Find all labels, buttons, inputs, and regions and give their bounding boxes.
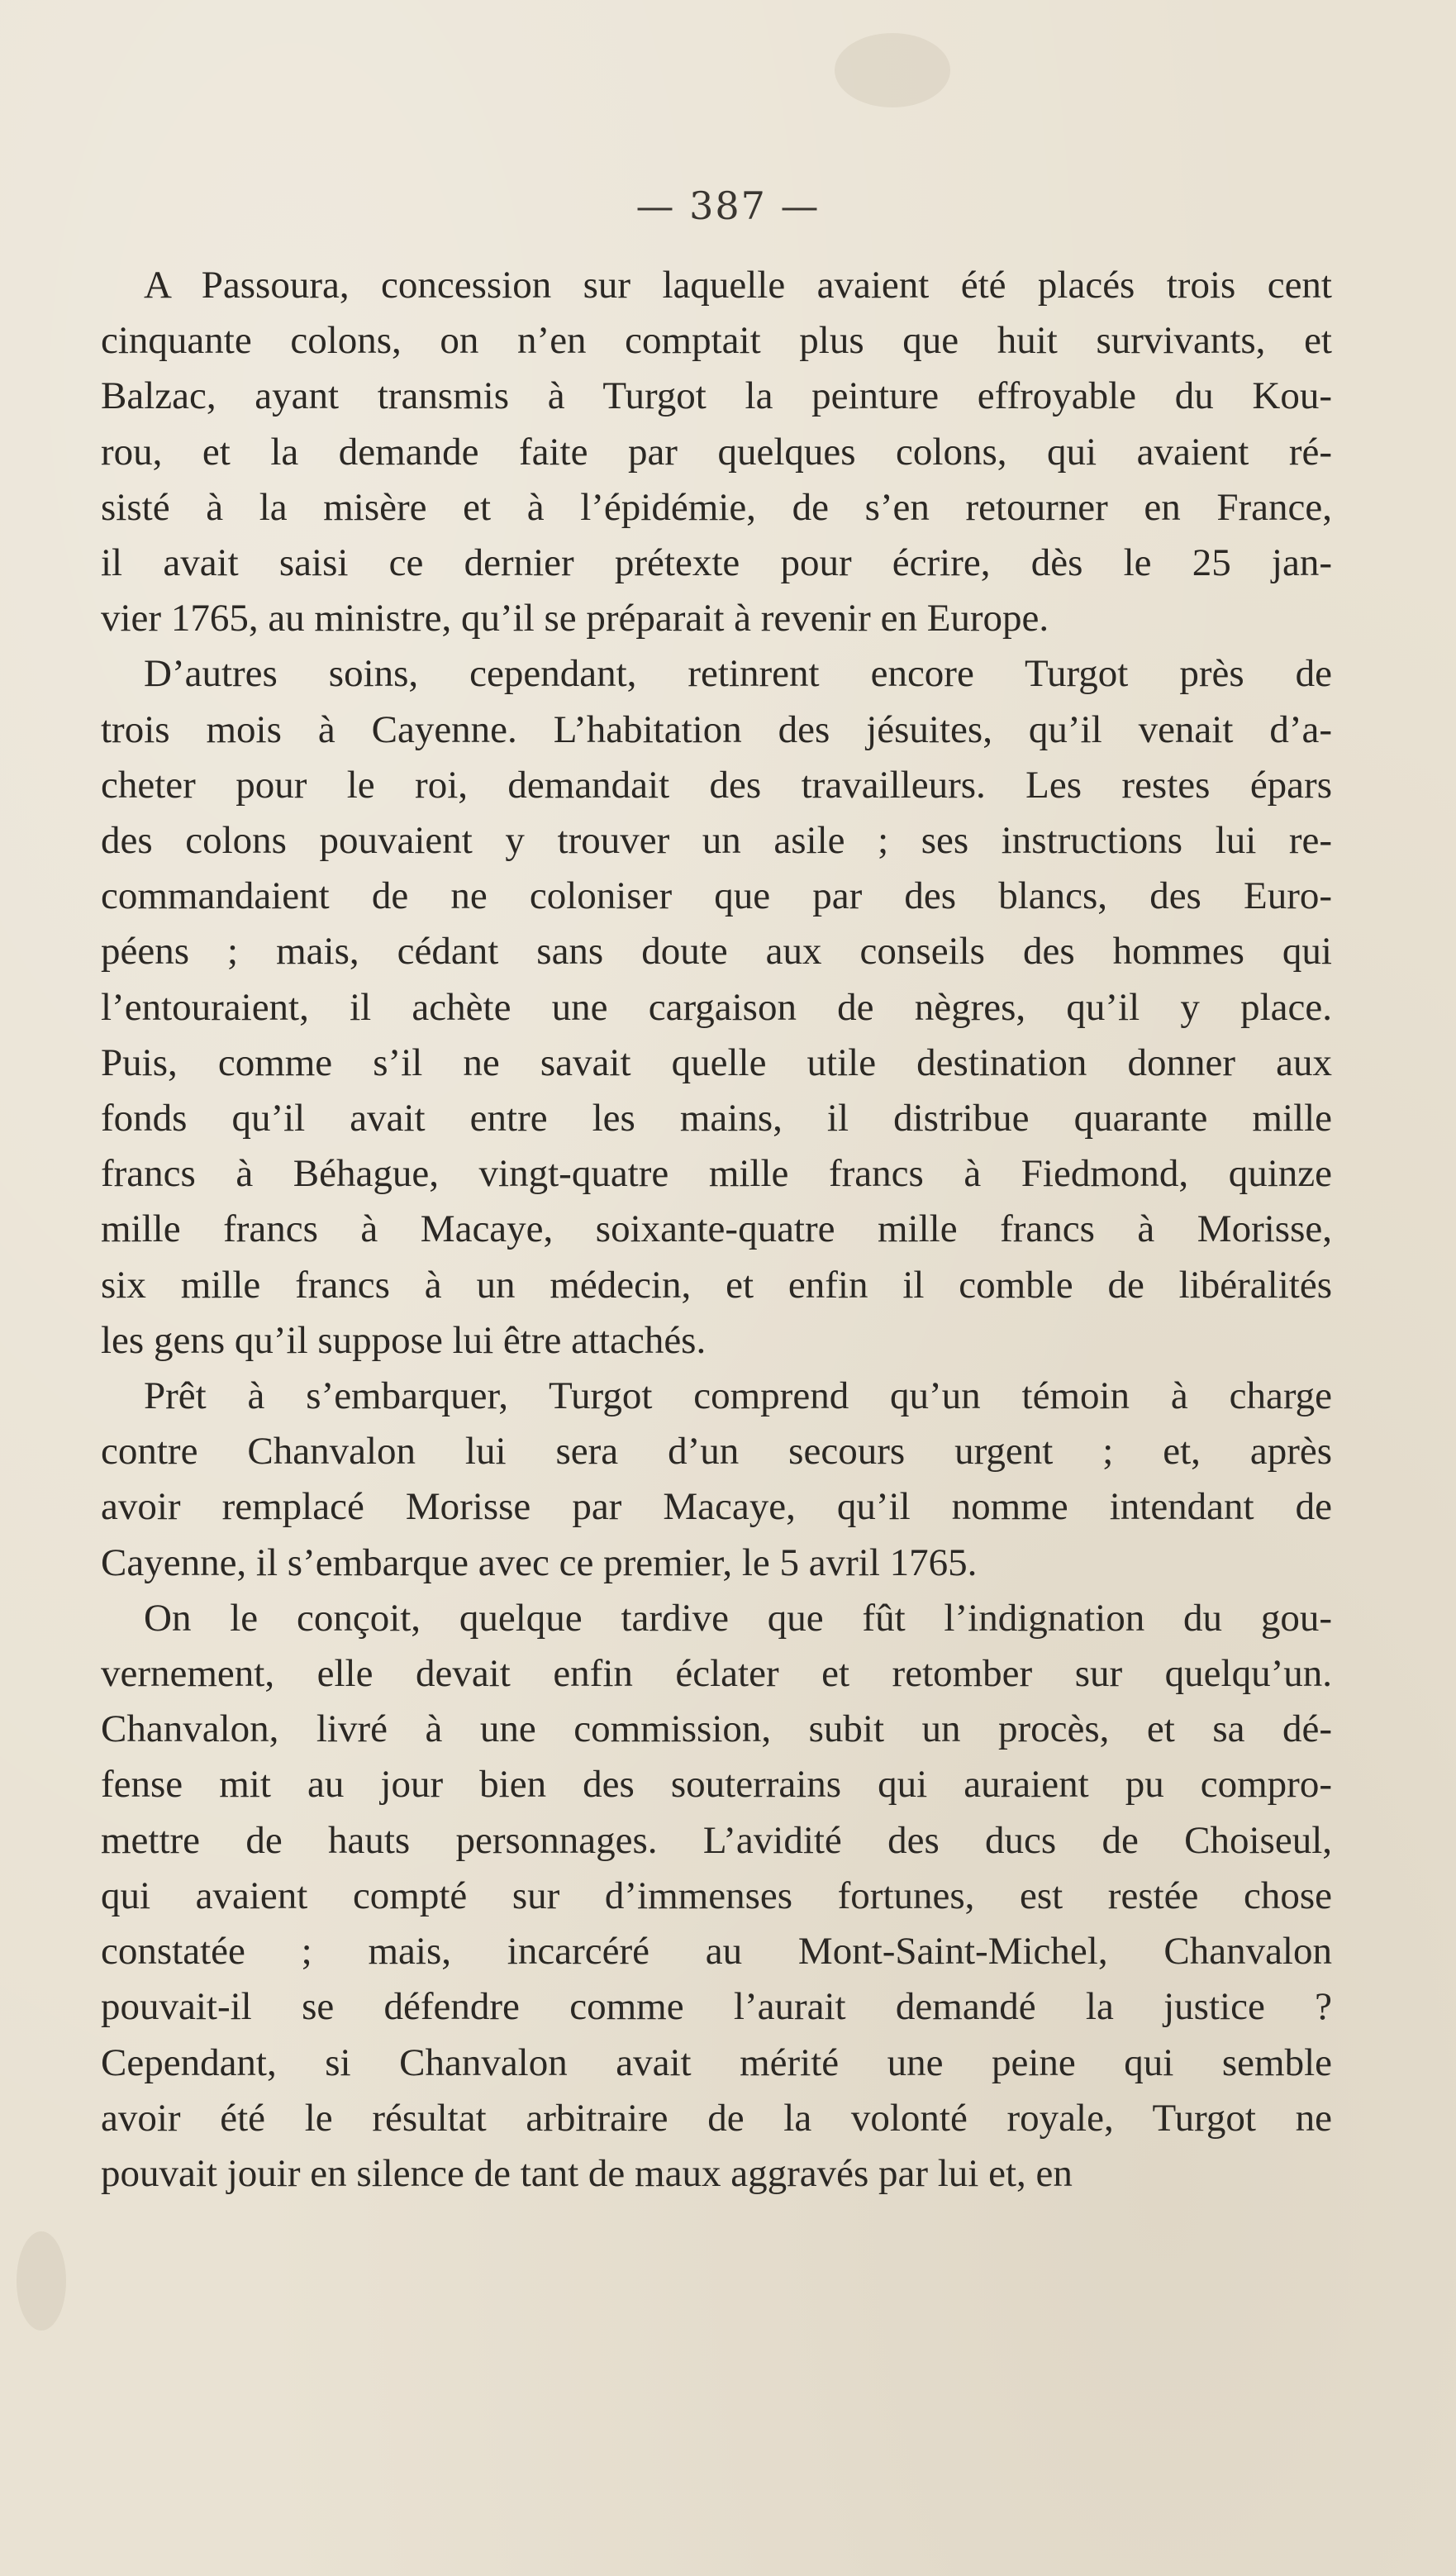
text-line: Balzac, ayant transmis à Turgot la peinture effroyable du Kou- <box>101 374 1332 418</box>
paragraph <box>101 646 1332 1369</box>
text-line: trois mois à Cayenne. L’habitation des jésuites, qu’il venait d’a- <box>101 707 1332 751</box>
text-line: fonds qu’il avait entre les mains, il distribue quarante mille <box>101 1097 1332 1140</box>
text-line: l’entouraient, il achète une cargaison de nègres, qu’il y place. <box>101 985 1332 1029</box>
text-line: des colons pouvaient y trouver un asile ; ses instructions lui re- <box>101 819 1332 863</box>
text-line: D’autres soins, cependant, retinrent encore Turgot près de <box>144 652 1332 696</box>
text-line: mille francs à Macaye, soixante-quatre mille francs à Morisse, <box>101 1207 1332 1251</box>
paragraph <box>101 1591 1332 2202</box>
text-line: péens ; mais, cédant sans doute aux conseils des hommes qui <box>101 930 1332 974</box>
text-line: sisté à la misère et à l’épidémie, de s’en retourner en France, <box>101 485 1332 529</box>
text-line: qui avaient compté sur d’immenses fortunes, est restée chose <box>101 1874 1332 1917</box>
text-line: commandaient de ne coloniser que par des blancs, des Euro- <box>101 874 1332 918</box>
text-line: Chanvalon, livré à une commission, subit un procès, et sa dé- <box>101 1707 1332 1751</box>
paragraph <box>101 258 1332 646</box>
text-line: il avait saisi ce dernier prétexte pour écrire, dès le 25 jan- <box>101 541 1332 585</box>
text-line: vier 1765, au ministre, qu’il se préparait à revenir en Europe. <box>101 597 1049 640</box>
text-line: francs à Béhague, vingt-quatre mille francs à Fiedmond, quinze <box>101 1152 1332 1196</box>
text-line: cheter pour le roi, demandait des travailleurs. Les restes épars <box>101 763 1332 807</box>
text-line: mettre de hauts personnages. L’avidité des ducs de Choiseul, <box>101 1818 1332 1862</box>
text-line: fense mit au jour bien des souterrains qui auraient pu compro- <box>101 1763 1332 1807</box>
paper-stain <box>17 2231 66 2331</box>
text-line: On le conçoit, quelque tardive que fût l’indignation du gou- <box>144 1596 1332 1640</box>
body-text <box>101 258 1332 2202</box>
text-line: six mille francs à un médecin, et enfin il comble de libéralités <box>101 1263 1332 1307</box>
text-line: pouvait-il se défendre comme l’aurait demandé la justice ? <box>101 1985 1332 2029</box>
text-line: pouvait jouir en silence de tant de maux aggravés par lui et, en <box>101 2151 1073 2195</box>
text-line: avoir été le résultat arbitraire de la volonté royale, Turgot ne <box>101 2096 1332 2140</box>
text-line: vernement, elle devait enfin éclater et retomber sur quelqu’un. <box>101 1652 1332 1696</box>
text-line: les gens qu’il suppose lui être attachés. <box>101 1318 707 1362</box>
text-line: Cayenne, il s’embarque avec ce premier, le 5 avril 1765. <box>101 1540 978 1584</box>
text-line: A Passoura, concession sur laquelle avaient été placés trois cent <box>144 264 1332 307</box>
paper-stain <box>835 33 950 107</box>
text-line: constatée ; mais, incarcéré au Mont-Saint-Michel, Chanvalon <box>101 1930 1332 1974</box>
page-number: — 387 — <box>635 183 821 228</box>
text-line: Puis, comme s’il ne savait quelle utile destination donner aux <box>101 1040 1332 1084</box>
text-line: cinquante colons, on n’en comptait plus que huit survivants, et <box>101 319 1332 363</box>
text-line: contre Chanvalon lui sera d’un secours urgent ; et, après <box>101 1430 1332 1474</box>
paragraph <box>101 1369 1332 1591</box>
text-line: Prêt à s’embarquer, Turgot comprend qu’un témoin à charge <box>144 1374 1332 1418</box>
text-line: Cependant, si Chanvalon avait mérité une peine qui semble <box>101 2040 1332 2084</box>
text-line: avoir remplacé Morisse par Macaye, qu’il nomme intendant de <box>101 1485 1332 1529</box>
text-line: rou, et la demande faite par quelques colons, qui avaient ré- <box>101 430 1332 474</box>
